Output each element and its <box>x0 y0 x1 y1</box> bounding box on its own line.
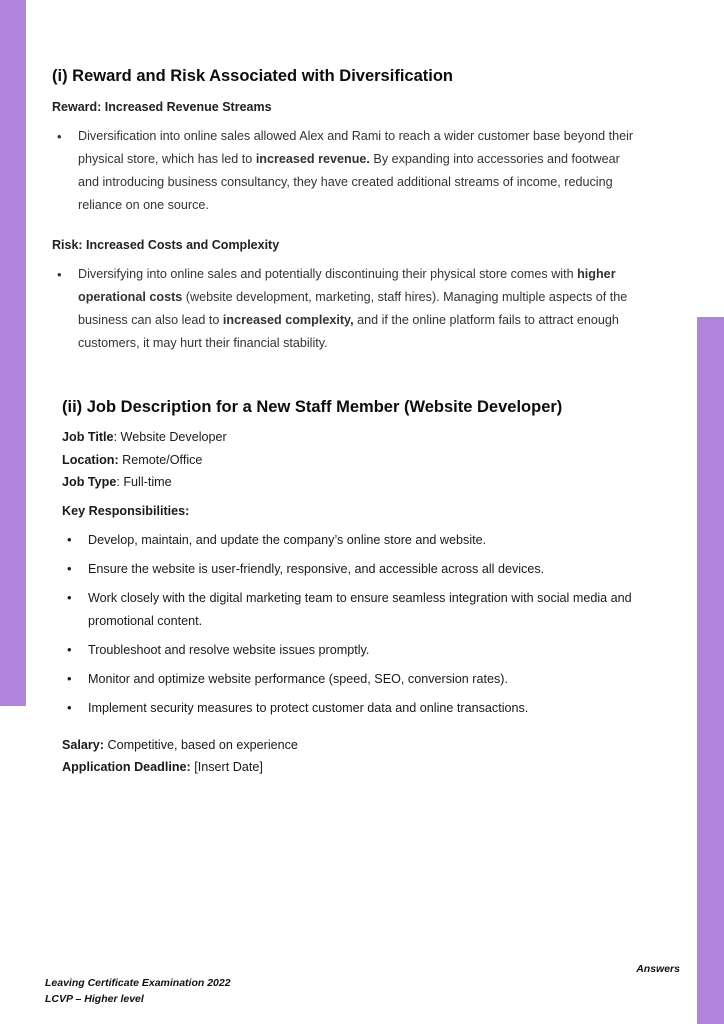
section-2-heading: (ii) Job Description for a New Staff Member (Website Developer) <box>62 398 563 416</box>
left-accent-band <box>0 0 26 706</box>
risk-list <box>52 263 634 355</box>
list-item: • Ensure the website is user-friendly, responsive, and accessible across all devices. <box>62 558 637 581</box>
salary-line: Salary: Competitive, based on experience <box>62 738 298 752</box>
reward-bullet: • Diversification into online sales allowed Alex and Rami to reach a wider customer base beyond their physical store, which has led to increased revenue. By expanding into accessories and footwear and introducing business consultancy, they have created additional streams of income, reducing reliance on one source. <box>52 125 634 217</box>
job-type-line: Job Type: Full-time <box>62 475 172 489</box>
footer-exam-title: Leaving Certificate Examination 2022 <box>45 977 231 989</box>
list-item: • Troubleshoot and resolve website issues promptly. <box>62 639 637 662</box>
list-item: • Monitor and optimize website performance (speed, SEO, conversion rates). <box>62 668 637 691</box>
list-item: • Develop, maintain, and update the company’s online store and website. <box>62 529 637 552</box>
footer-answers-label: Answers <box>636 963 680 975</box>
deadline-line: Application Deadline: [Insert Date] <box>62 760 263 774</box>
footer-exam-level: LCVP – Higher level <box>45 993 144 1005</box>
location-line: Location: Remote/Office <box>62 453 203 467</box>
responsibilities-heading: Key Responsibilities: <box>62 504 190 518</box>
responsibilities-list <box>62 529 637 726</box>
list-item: • Work closely with the digital marketing team to ensure seamless integration with social media and promotional content. <box>62 587 637 632</box>
right-accent-band <box>697 317 724 1024</box>
job-title-line: Job Title: Website Developer <box>62 430 227 444</box>
reward-heading: Reward: Increased Revenue Streams <box>52 100 272 114</box>
reward-list <box>52 125 634 217</box>
list-item: • Implement security measures to protect customer data and online transactions. <box>62 697 637 720</box>
risk-bullet: • Diversifying into online sales and potentially discontinuing their physical store comes with higher operational costs (website development, marketing, staff hires). Managing multiple aspects of the business can also lead to increased complexity, and if the online platform fails to attract enough customers, it may hurt their financial stability. <box>52 263 634 355</box>
section-1-heading: (i) Reward and Risk Associated with Diversification <box>52 67 453 85</box>
risk-heading: Risk: Increased Costs and Complexity <box>52 238 280 252</box>
